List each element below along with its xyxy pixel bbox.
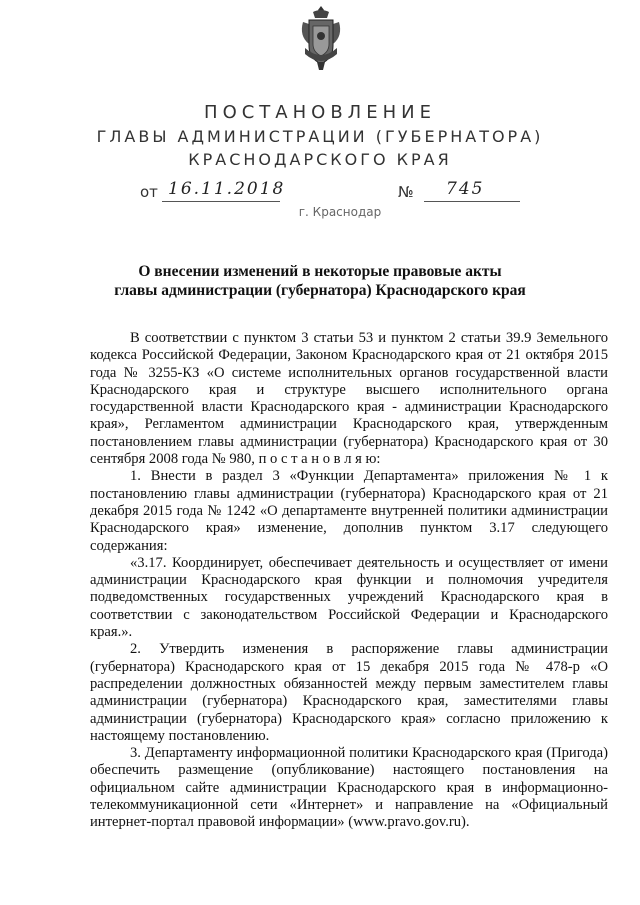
city-label: г. Краснодар [298,205,382,219]
document-body [90,330,608,832]
title-line-1: О внесении изменений в некоторые правовые акты [138,263,502,280]
coat-of-arms-emblem [299,4,343,72]
clause-3-paragraph: 3. Департаменту информационной политики Краснодарского края (Пригода) обеспечить размещение (опубликование) настоящего постановления на официальном сайте администрации Краснодарского края в информационно-телекоммуникационной сети «Интернет» и направление на «Официальный интернет-портал правовой информации» (www.pravo.gov.ru). [90,745,608,831]
document-title [0,262,640,300]
date-label: от [140,183,158,201]
issuer-heading: ГЛАВЫ АДМИНИСТРАЦИИ (ГУБЕРНАТОРА) [96,127,544,146]
date-underline [162,201,280,202]
region-heading: КРАСНОДАРСКОГО КРАЯ [188,150,452,169]
date-number-line [140,181,520,205]
number-label: № [398,183,414,201]
clause-3-17-quote: «3.17. Координирует, обеспечивает деятельность и осуществляет от имени администрации Краснодарского края функции и полномочия учредителя подведомственных государственных учреждений Краснодарского края в соответствии с законодательством Российской Федерации и Краснодарского края.». [90,554,608,641]
handwritten-date: 16.11.2018 [168,179,286,199]
clause-2-paragraph: 2. Утвердить изменения в распоряжение главы администрации (губернатора) Краснодарского края от 15 декабря 2015 года № 478-р «О распределении должностных обязанностей между первым заместителем главы администрации (губернатора) Краснодарского края, заместителями главы администрации (губернатора) Краснодарского края» согласно приложению к настоящему постановлению. [90,641,608,744]
number-underline [424,201,520,202]
preamble-paragraph: В соответствии с пунктом 3 статьи 53 и пунктом 2 статьи 39.9 Земельного кодекса Российской Федерации, Законом Краснодарского края от 21 октября 2015 года № 3255-КЗ «О системе исполнительных органов государственной власти Краснодарского края и структуре высшего исполнительного органа государственной власти Краснодарского края - администрации Краснодарского края», Регламентом администрации Краснодарского края, утвержденным постановлением главы администрации (губернатора) Краснодарского края от 30 сентября 2008 года № 980, п о с т а н о в л я ю: [90,330,608,468]
handwritten-number: 745 [446,179,485,199]
title-line-2: главы администрации (губернатора) Краснодарского края [114,282,526,299]
document-type-heading: ПОСТАНОВЛЕНИЕ [204,102,436,123]
clause-1-paragraph: 1. Внести в раздел 3 «Функции Департамента» приложения № 1 к постановлению главы администрации (губернатора) Краснодарского края от 21 декабря 2015 года № 1242 «О департаменте внутренней политики администрации Краснодарского края» изменение, дополнив пунктом 3.17 следующего содержания: [90,468,608,554]
